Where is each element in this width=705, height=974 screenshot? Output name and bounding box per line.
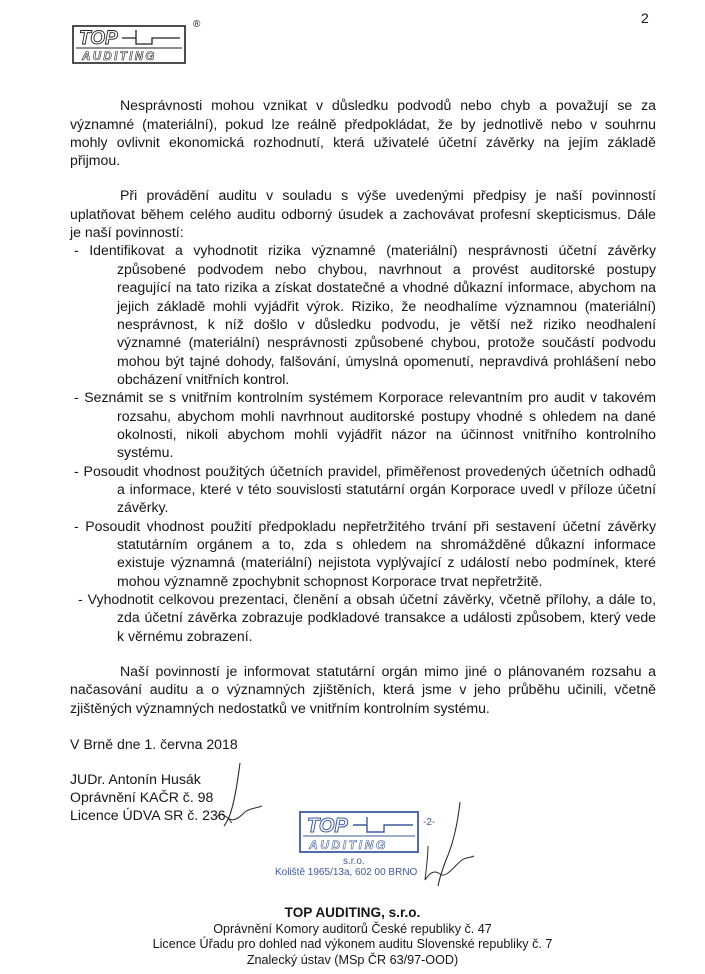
signatory-license: Licence ÚDVA SR č. 236 [70,807,226,823]
bullet-line: mohou významně zpochybnit schopnost Korporace trvat nepřetržitě. [117,573,543,589]
paragraph-line: načasování auditu a o významných zjištěních, která jsme v jeho průběhu učinili, včetně [70,681,656,697]
paragraph-line: mohly ovlivnit ekonomická rozhodnutí, která uživatelé účetní závěrky na jejím základě [70,134,656,150]
signatory-name: JUDr. Antonín Husák [70,771,201,787]
bullet-line: - Posoudit vhodnost použitých účetních pravidel, přiměřenost provedených účetních odhadů [74,463,656,479]
stamp-address: Koliště 1965/13a, 602 00 BRNO [275,867,418,878]
bullet-line: obcházení vnitřních kontrol. [117,371,290,387]
stamp-bottom-text: AUDITING [309,838,388,852]
paragraph-line: uplatňovat během celého auditu odborný úsudek a zachovávat profesní skepticismus. Dále [70,206,656,222]
paragraph-line: Nesprávnosti mohou vznikat v důsledku podvodů nebo chyb a považují se za [120,97,656,113]
logo-bottom-text: AUDITING [82,51,157,63]
bullet-line: nesprávnost, k níž došlo v důsledku podvodu, je větší než riziko neodhalení [117,316,656,332]
bullet-line: - Identifikovat a vyhodnotit rizika významné (materiální) nesprávnosti účetní závěrky [74,242,656,258]
footer-line: Licence Úřadu pro dohled nad výkonem auditu Slovenské republiky č. 7 [152,937,553,951]
paragraph-line: Při provádění auditu v souladu s výše uvedenými předpisy je naší povinností [120,187,656,203]
stamp-company-form: s.r.o. [343,856,365,867]
paragraph-line: významné (materiální), pokud lze reálně předpokládat, že by jednotlivě nebo v souhrnu [70,116,656,132]
bullet-line: reagující na tato rizika a získat dostatečné a vhodné důkazní informace, abychom na [117,279,656,295]
bullet-line: zda účetní závěrka zobrazuje podkladové transakce a události způsobem, který vede [117,609,656,625]
bullet-line: způsobené podvodem nebo chybou, navrhnout a provést auditorské postupy [117,261,656,277]
paragraph-line: přijmou. [70,152,121,168]
bullet-line: mohou být tajné dohody, falšování, úmyslná opomenutí, nepravdivá prohlášení nebo [117,353,656,369]
bullet-line: - Vyhodnotit celkovou prezentaci, členění a obsah účetní závěrky, včetně přílohy, a dále to, [78,591,656,607]
bullet-line: existuje významná (materiální) nejistota vyplývající z událostí nebo podmínek, které [117,554,656,570]
stamp-number: -2- [423,817,436,828]
registered-mark: ® [193,19,201,30]
top-auditing-logo [72,25,186,64]
paragraph-line: je naší povinností: [70,224,184,240]
paragraph-line: zjištěných významných nedostatků ve vnitřním kontrolním systému. [70,700,490,716]
page-number: 2 [641,10,649,26]
bullet-line: významné (materiální) nesprávnosti způsobené chybou, protože součástí podvodu [117,334,656,350]
stamp-top-text: TOP [307,815,348,837]
bullet-line: okolnosti, nikoli abychom mohli vyjádřit názor na účinnost vnitřního kontrolního [117,426,656,442]
bullet-line: systému. [117,444,174,460]
bullet-line: rozsahu, abychom mohli navrhnout auditorské postupy vhodné s ohledem na dané [117,408,656,424]
bullet-line: závěrky. [117,499,169,515]
bullet-line: jejich základě mohli vyjádřit výrok. Riziko, že neodhalíme významnou (materiální) [117,298,656,314]
footer-line: Znalecký ústav (MSp ČR 63/97-OOD) [246,953,459,967]
logo-top-text: TOP [79,28,118,49]
paragraph-line: Naší povinností je informovat statutární orgán mimo jiné o plánovaném rozsahu a [120,663,656,679]
stamp-signature [416,800,478,890]
signatory-authorization: Oprávnění KAČR č. 98 [70,789,214,805]
bullet-line: a informace, které v této souvislosti statutární orgán Korporace uvedl v příloze účetní [117,481,656,497]
footer-company: TOP AUDITING, s.r.o. [284,905,421,920]
signature [210,760,272,832]
place-date: V Brně dne 1. června 2018 [70,736,238,752]
bullet-line: statutárním orgánem a to, zda s ohledem na shromážděné důkazní informace [117,536,656,552]
bullet-line: - Posoudit vhodnost použití předpokladu nepřetržitého trvání při sestavení účetní závěrky [74,518,656,534]
bullet-line: - Seznámit se s vnitřním kontrolním systémem Korporace relevantním pro audit v takovém [74,389,656,405]
bullet-line: k věrnému zobrazení. [117,628,253,644]
footer-line: Oprávnění Komory auditorů České republiky č. 47 [213,922,492,936]
stamp-logo [299,811,419,853]
